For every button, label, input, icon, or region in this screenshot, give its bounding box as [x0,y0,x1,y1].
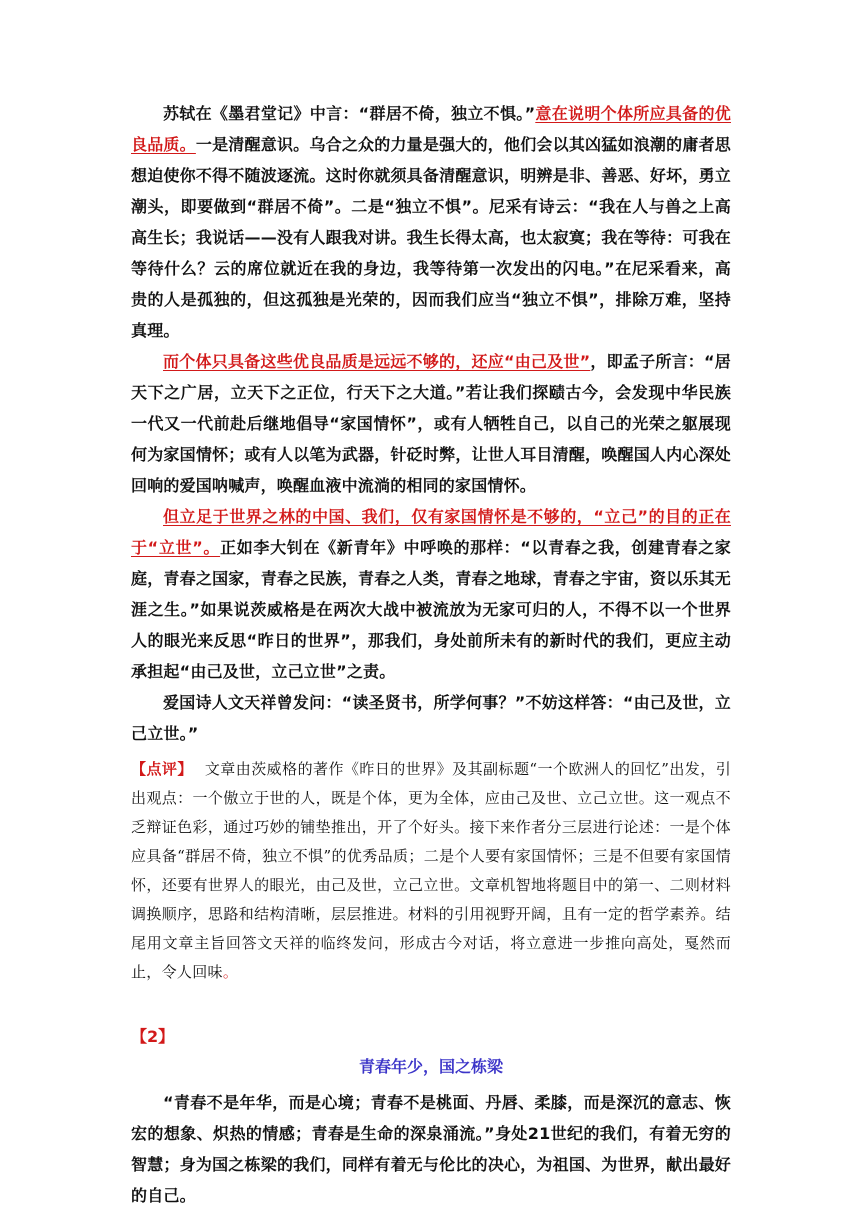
essay-paragraph-4 [131,687,731,749]
paragraph-text: 正如李大钊在《新青年》中呼唤的那样：“以青春之我，创建青春之家庭，青春之国家，青春之民族，青春之人类，青春之地球，青春之宇宙，资以乐其无涯之生。”如果说茨威格是在两次大战中被流放为无家可归的人，不得不以一个世界人的眼光来反思“昨日的世界”，那我们，身处前所未有的新时代的我们，更应主动承担起“由己及世，立己立世”之责。 [131,538,732,681]
paragraph-text: ，即孟子所言：“居天下之广居，立天下之正位，行天下之大道。”若让我们探赜古今，会发现中华民族一代又一代前赴后继地倡导“家国情怀”，或有人牺牲自己，以自己的光荣之躯展现何为家国情怀；或有人以笔为武器，针砭时弊，让世人耳目清醒，唤醒国人内心深处回响的爱国呐喊声，唤醒血液中流淌的相同的家国情怀。 [131,352,731,495]
teacher-comment [131,755,731,987]
essay-2-paragraph-1: “青春不是年华，而是心境；青春不是桃面、丹唇、柔膝，而是深沉的意志、恢宏的想象、炽热的情感；青春是生命的深泉涌流。”身处21世纪的我们，有着无穷的智慧；身为国之栋梁的我们，同样有着无与伦比的决心，为祖国、为世界，献出最好的自己。 [131,1093,731,1205]
paragraph-text: 一是清醒意识。乌合之众的力量是强大的，他们会以其凶猛如浪潮的庸者思想迫使你不得不随波逐流。这时你就须具备清醒意识，明辨是非、善恶、好坏，勇立潮头，即要做到“群居不倚”。二是“独立不惧”。尼采有诗云：“我在人与兽之上高高生长；我说话——没有人跟我对讲。我生长得太高，也太寂寞；我在等待：可我在等待什么？云的席位就近在我的身边，我等待第一次发出的闪电。”在尼采看来，高贵的人是孤独的，但这孤独是光荣的，因而我们应当“独立不惧”，排除万难，坚持真理。 [131,135,731,340]
essay-paragraph-1 [131,98,731,346]
essay-paragraph-2 [131,346,731,501]
paragraph-text: 苏轼在《墨君堂记》中言：“群居不倚，独立不惧。” [163,104,536,123]
key-sentence-highlight: 意在说明个体所应具备的优良品质。 [131,104,731,154]
essay-paragraph-3 [131,501,731,687]
comment-end-mark: 。 [222,963,239,981]
paragraph-text: 爱国诗人文天祥曾发问：“读圣贤书，所学何事？”不妨这样答：“由己及世，立己立世。” [131,693,731,743]
essay-number-label: 【2】 [131,1027,175,1046]
comment-label: 【点评】 [131,760,193,778]
essay-title: 青春年少，国之栋梁 [358,1057,503,1076]
key-sentence-highlight: 而个体只具备这些优良品质是远远不够的，还应“由己及世” [163,352,591,371]
comment-text: 文章由茨威格的著作《昨日的世界》及其副标题“一个欧洲人的回忆”出发，引出观点：一个傲立于世的人，既是个体，更为全体，应由己及世、立己立世。这一观点不乏辩证色彩，通过巧妙的铺垫推出，开了个好头。接下来作者分三层进行论述：一是个体应具备“群居不倚，独立不惧”的优秀品质；二是个人要有家国情怀；三是不但要有家国情怀，还要有世界人的眼光，由己及世，立己立世。文章机智地将题目中的第一、二则材料调换顺序，思路和结构清晰，层层推进。材料的引用视野开阔，且有一定的哲学素养。结尾用文章主旨回答文天祥的临终发问，形成古今对话，将立意进一步推向高处，戛然而止，令人回味 [131,760,731,981]
key-sentence-highlight: 但立足于世界之林的中国、我们，仅有家国情怀是不够的，“立己”的目的正在于“立世”。 [131,507,731,557]
